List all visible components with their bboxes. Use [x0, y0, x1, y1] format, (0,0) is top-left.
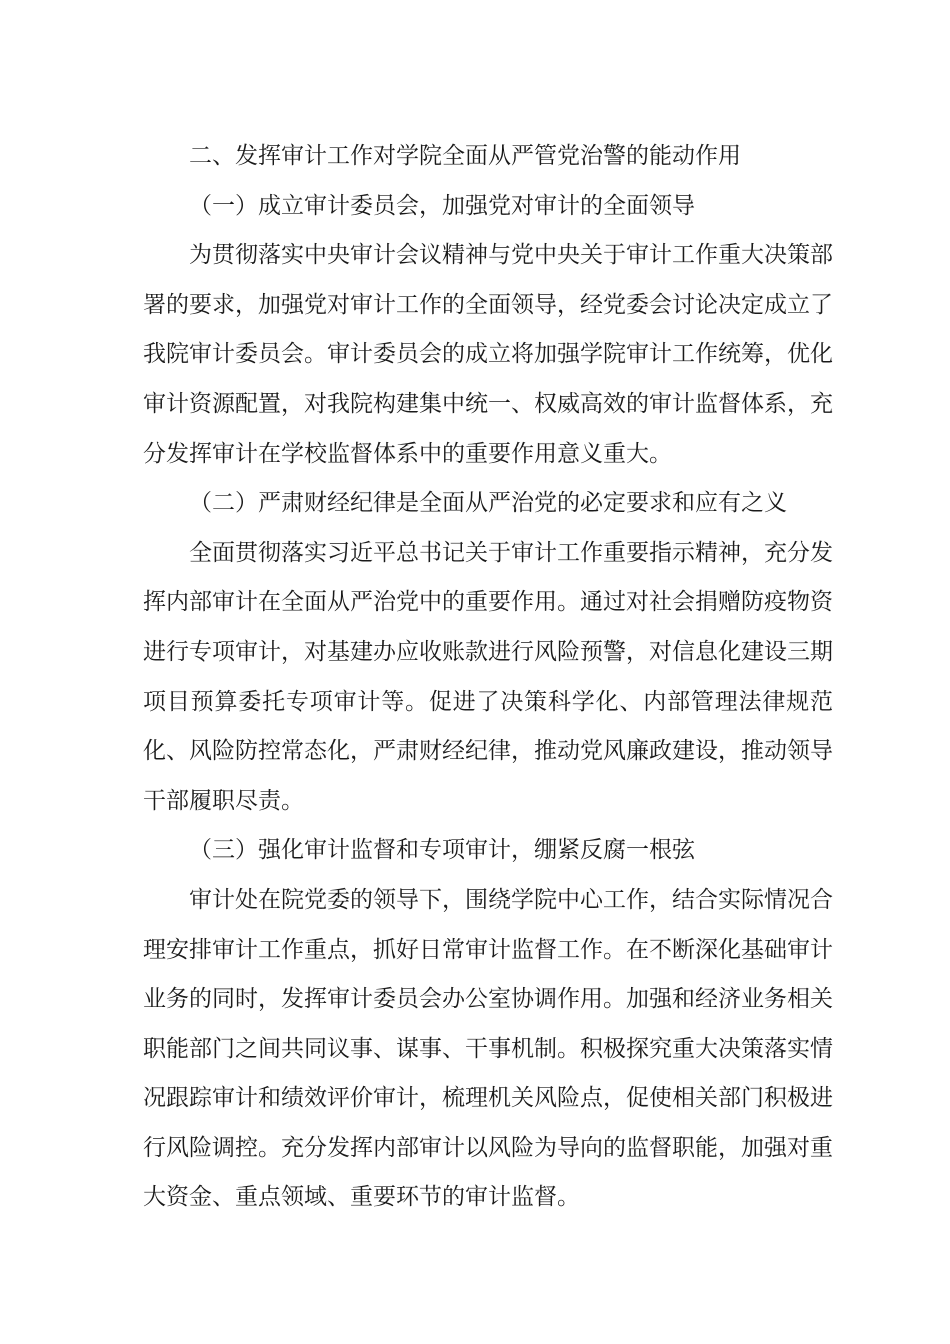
- paragraph-3: 审计处在院党委的领导下，围绕学院中心工作，结合实际情况合理安排审计工作重点，抓好日常审计监督工作。在不断深化基础审计业务的同时，发挥审计委员会办公室协调作用。加强和经济业务相关职能部门之间共同议事、谋事、干事机制。积极探究重大决策落实情况跟踪审计和绩效评价审计，梳理机关风险点，促使相关部门积极进行风险调控。充分发挥内部审计以风险为导向的监督职能，加强对重大资金、重点领域、重要环节的审计监督。: [143, 886, 833, 1211]
- subsection-title-3: （三）强化审计监督和专项审计，绷紧反腐一根弦: [189, 837, 695, 864]
- subsection-title-2: （二）严肃财经纪律是全面从严治党的必定要求和应有之义: [189, 490, 787, 517]
- section-title: 二、发挥审计工作对学院全面从严管党治警的能动作用: [189, 143, 741, 169]
- paragraph-1: 为贯彻落实中央审计会议精神与党中央关于审计工作重大决策部署的要求，加强党对审计工作的全面领导，经党委会讨论决定成立了我院审计委员会。审计委员会的成立将加强学院审计工作统筹，优化审计资源配置，对我院构建集中统一、权威高效的审计监督体系，充分发挥审计在学校监督体系中的重要作用意义重大。: [143, 242, 833, 467]
- subsection-title-1: （一）成立审计委员会，加强党对审计的全面领导: [189, 192, 695, 219]
- document-body: [143, 132, 833, 1223]
- paragraph-2: 全面贯彻落实习近平总书记关于审计工作重要指示精神，充分发挥内部审计在全面从严治党中的重要作用。通过对社会捐赠防疫物资进行专项审计，对基建办应收账款进行风险预警，对信息化建设三期项目预算委托专项审计等。促进了决策科学化、内部管理法律规范化、风险防控常态化，严肃财经纪律，推动党风廉政建设，推动领导干部履职尽责。: [143, 539, 833, 814]
